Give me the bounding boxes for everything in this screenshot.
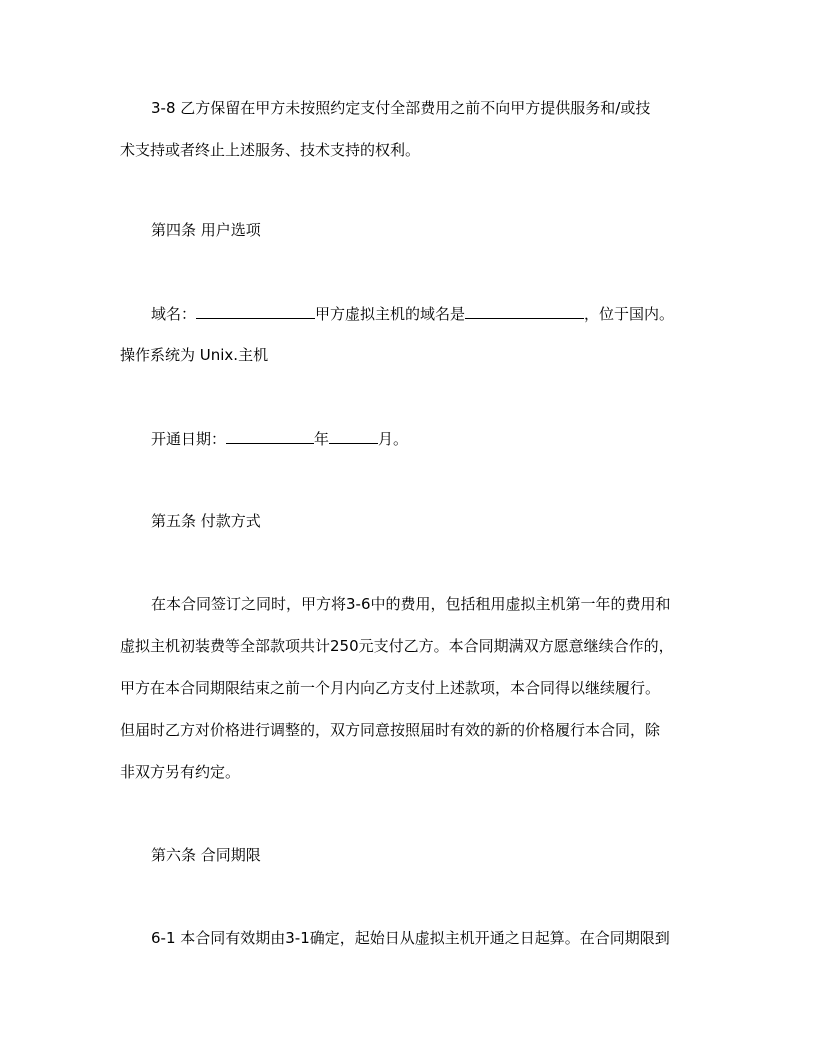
- year-blank: [226, 428, 314, 444]
- year-label: 年: [314, 430, 330, 448]
- article-4-heading: 第四条 用户选项: [151, 221, 261, 239]
- domain-end-text: ，位于国内。: [584, 305, 675, 323]
- domain-line: [151, 303, 674, 324]
- os-line: 操作系统为 Unix.主机: [120, 346, 269, 364]
- domain-label: 域名：: [151, 305, 197, 323]
- article-5-line-2: 虚拟主机初装费等全部款项共计250元支付乙方。本合同期满双方愿意继续合作的，: [120, 637, 674, 655]
- article-5-line-1: 在本合同签订之同时，甲方将3-6中的费用，包括租用虚拟主机第一年的费用和: [151, 595, 671, 613]
- domain-middle-text: 甲方虚拟主机的域名是: [315, 305, 466, 323]
- article-5-line-5: 非双方另有约定。: [120, 763, 241, 781]
- month-blank: [329, 428, 378, 444]
- clause-6-1-line-1: 6-1 本合同有效期由3-1确定，起始日从虚拟主机开通之日起算。在合同期限到: [151, 929, 670, 947]
- open-date-label: 开通日期：: [151, 430, 227, 448]
- article-5-line-3: 甲方在本合同期限结束之前一个月内向乙方支付上述款项，本合同得以继续履行。: [120, 679, 661, 697]
- clause-3-8-line-2: 术支持或者终止上述服务、技术支持的权利。: [120, 141, 421, 159]
- article-5-heading: 第五条 付款方式: [151, 512, 261, 530]
- month-label: 月。: [378, 430, 409, 448]
- clause-3-8-line-1: 3-8 乙方保留在甲方未按照约定支付全部费用之前不向甲方提供服务和/或技: [151, 99, 651, 117]
- article-5-line-4: 但届时乙方对价格进行调整的，双方同意按照届时有效的新的价格履行本合同，除: [120, 721, 661, 739]
- article-6-heading: 第六条 合同期限: [151, 846, 261, 864]
- domain-blank-2: [465, 303, 584, 319]
- open-date-line: [151, 428, 408, 449]
- domain-blank-1: [196, 303, 315, 319]
